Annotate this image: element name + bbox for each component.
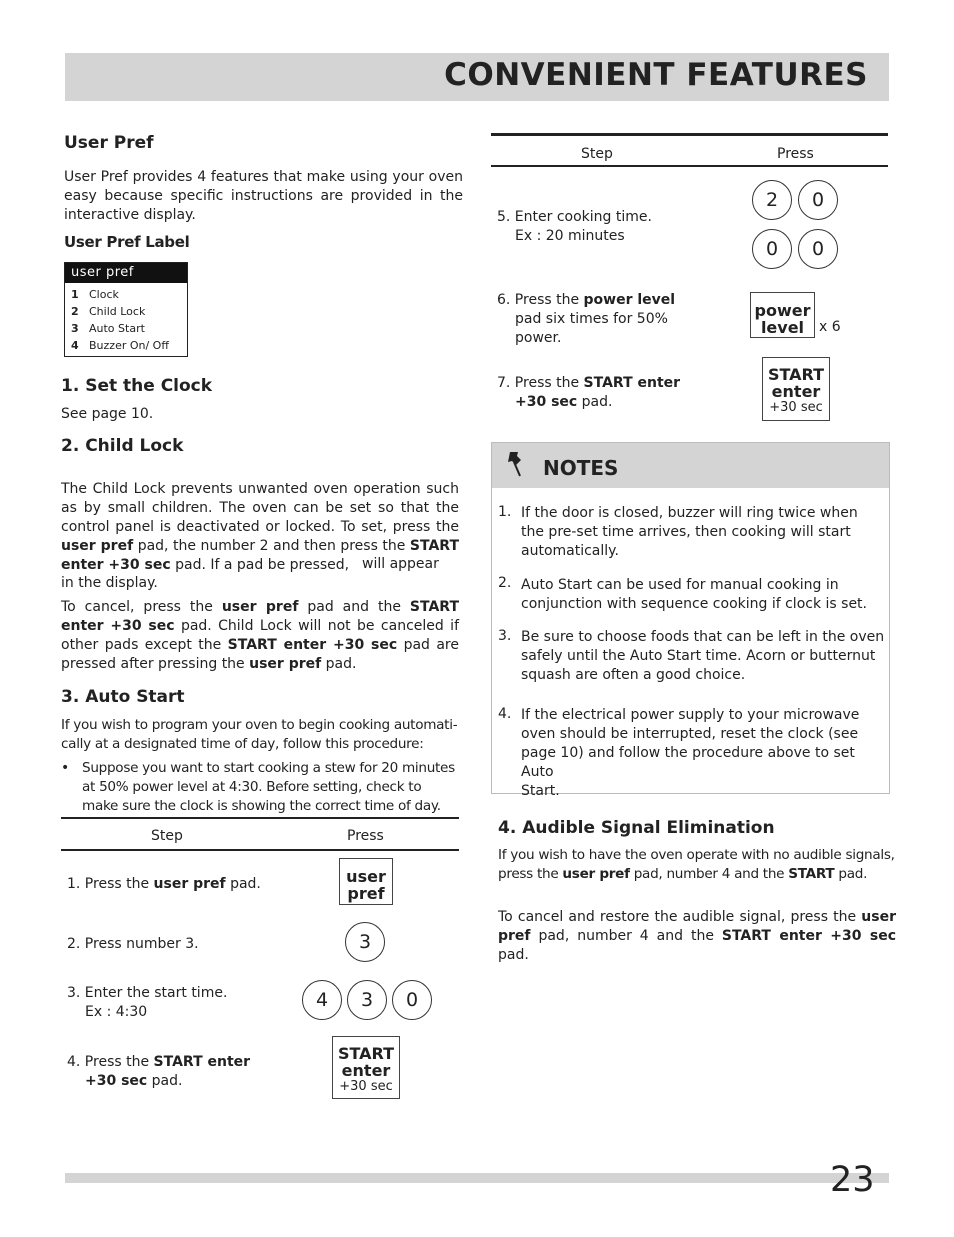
step-6: 6. Press the power level pad six times for 50% power. — [497, 292, 676, 346]
item-number: 2 — [71, 305, 79, 318]
child-lock-para-1: The Child Lock prevents unwanted oven operation such as by small children. The oven can be set so that the control panel is deactivated or locked. To set, press the user pref pad, the number 2 and then press the START enter +30 sec pad. If a pad be pressed, — [61, 481, 460, 573]
digit-0-button[interactable]: 0 — [798, 229, 838, 269]
power-level-pad[interactable]: power level — [750, 292, 815, 338]
pushpin-icon — [506, 450, 528, 482]
item-number: 3 — [71, 322, 79, 335]
audible-para-2: To cancel and restore the audible signal, press the user pref pad, number 4 and the START enter +30 sec pad. — [498, 909, 896, 963]
set-clock-text: See page 10. — [61, 406, 154, 422]
right-table-header-rule — [491, 165, 888, 167]
col-press: Press — [347, 828, 384, 844]
col-step: Step — [581, 146, 613, 162]
step-7: 7. Press the START enter +30 sec pad. — [497, 375, 681, 410]
auto-start-heading: 3. Auto Start — [61, 687, 185, 707]
item-text: Auto Start — [89, 322, 145, 335]
user-pref-pad[interactable]: user pref — [339, 858, 393, 905]
footer-bar — [65, 1173, 889, 1183]
note-1: If the door is closed, buzzer will ring twice when the pre-set time arrives, then cooking will start automatically. — [521, 505, 858, 559]
note-number: 2. — [498, 575, 512, 591]
page-number: 23 — [830, 1160, 875, 1200]
note-number: 3. — [498, 628, 512, 644]
col-step: Step — [151, 828, 183, 844]
child-lock-will-appear: will appear — [362, 556, 439, 572]
digit-3-button[interactable]: 3 — [345, 922, 385, 962]
item-text: Child Lock — [89, 305, 146, 318]
audible-heading: 4. Audible Signal Elimination — [498, 818, 775, 838]
digit-0-button[interactable]: 0 — [392, 980, 432, 1020]
audible-para-1: If you wish to have the oven operate with no audible signals, press the user pref pad, number 4 and the START pad. — [498, 847, 895, 882]
digit-0-button[interactable]: 0 — [798, 180, 838, 220]
label-list — [65, 283, 187, 356]
item-text: Clock — [89, 288, 119, 301]
auto-start-bullet: Suppose you want to start cooking a stew for 20 minutes at 50% power level at 4:30. Before setting, check to make sure the clock is showing the correct time of day. — [82, 760, 455, 814]
bullet-dot: • — [61, 760, 70, 776]
start-enter-pad[interactable]: START enter +30 sec — [332, 1036, 400, 1099]
set-clock-heading: 1. Set the Clock — [61, 376, 213, 396]
table-header-rule — [61, 849, 459, 851]
list-item — [71, 286, 187, 303]
step-3: 3. Enter the start time. Ex : 4:30 — [67, 985, 228, 1020]
step-1: 1. Press the user pref pad. — [67, 876, 261, 892]
auto-start-intro: If you wish to program your oven to begin cooking automati- cally at a designated time of day, follow this procedure: — [61, 717, 458, 752]
digit-3-button[interactable]: 3 — [347, 980, 387, 1020]
label-box-title: user pref — [65, 263, 187, 283]
child-lock-heading: 2. Child Lock — [61, 436, 184, 456]
note-4: If the electrical power supply to your microwave oven should be interrupted, reset the clock (see page 10) and follow the procedure above to set Auto Start. — [521, 707, 860, 799]
note-3: Be sure to choose foods that can be left in the oven safely until the Auto Start time. Acorn or butternut squash are often a good choice. — [521, 629, 885, 683]
page-title: CONVENIENT FEATURES — [444, 57, 868, 93]
child-lock-para-2: To cancel, press the user pref pad and the START enter +30 sec pad. Child Lock will not be canceled if other pads except the START enter +30 sec pad are pressed after pressing the user pref pad. — [61, 599, 459, 672]
times-six: x 6 — [819, 319, 841, 335]
start-enter-pad[interactable]: START enter +30 sec — [762, 357, 830, 421]
digit-4-button[interactable]: 4 — [302, 980, 342, 1020]
step-4: 4. Press the START enter +30 sec pad. — [67, 1054, 251, 1089]
user-pref-label-heading: User Pref Label — [64, 233, 190, 251]
item-number: 1 — [71, 288, 79, 301]
list-item — [71, 320, 187, 337]
note-number: 4. — [498, 706, 512, 722]
user-pref-intro: User Pref provides 4 features that make using your oven easy because specific instructions are provided in the interactive display. — [64, 169, 463, 223]
digit-2-button[interactable]: 2 — [752, 180, 792, 220]
digit-0-button[interactable]: 0 — [752, 229, 792, 269]
step-2: 2. Press number 3. — [67, 936, 199, 952]
item-text: Buzzer On/ Off — [89, 339, 169, 352]
list-item — [71, 303, 187, 320]
note-2: Auto Start can be used for manual cooking in conjunction with sequence cooking if clock is set. — [521, 577, 867, 612]
user-pref-label-box — [64, 262, 188, 357]
item-number: 4 — [71, 339, 79, 352]
note-number: 1. — [498, 504, 512, 520]
right-table-top-rule — [491, 133, 888, 136]
col-press: Press — [777, 146, 814, 162]
step-5: 5. Enter cooking time. Ex : 20 minutes — [497, 209, 652, 244]
user-pref-heading: User Pref — [64, 133, 154, 153]
child-lock-in-display: in the display. — [61, 575, 158, 591]
notes-title: NOTES — [543, 456, 619, 480]
table-top-rule — [61, 817, 459, 819]
list-item — [71, 337, 187, 354]
